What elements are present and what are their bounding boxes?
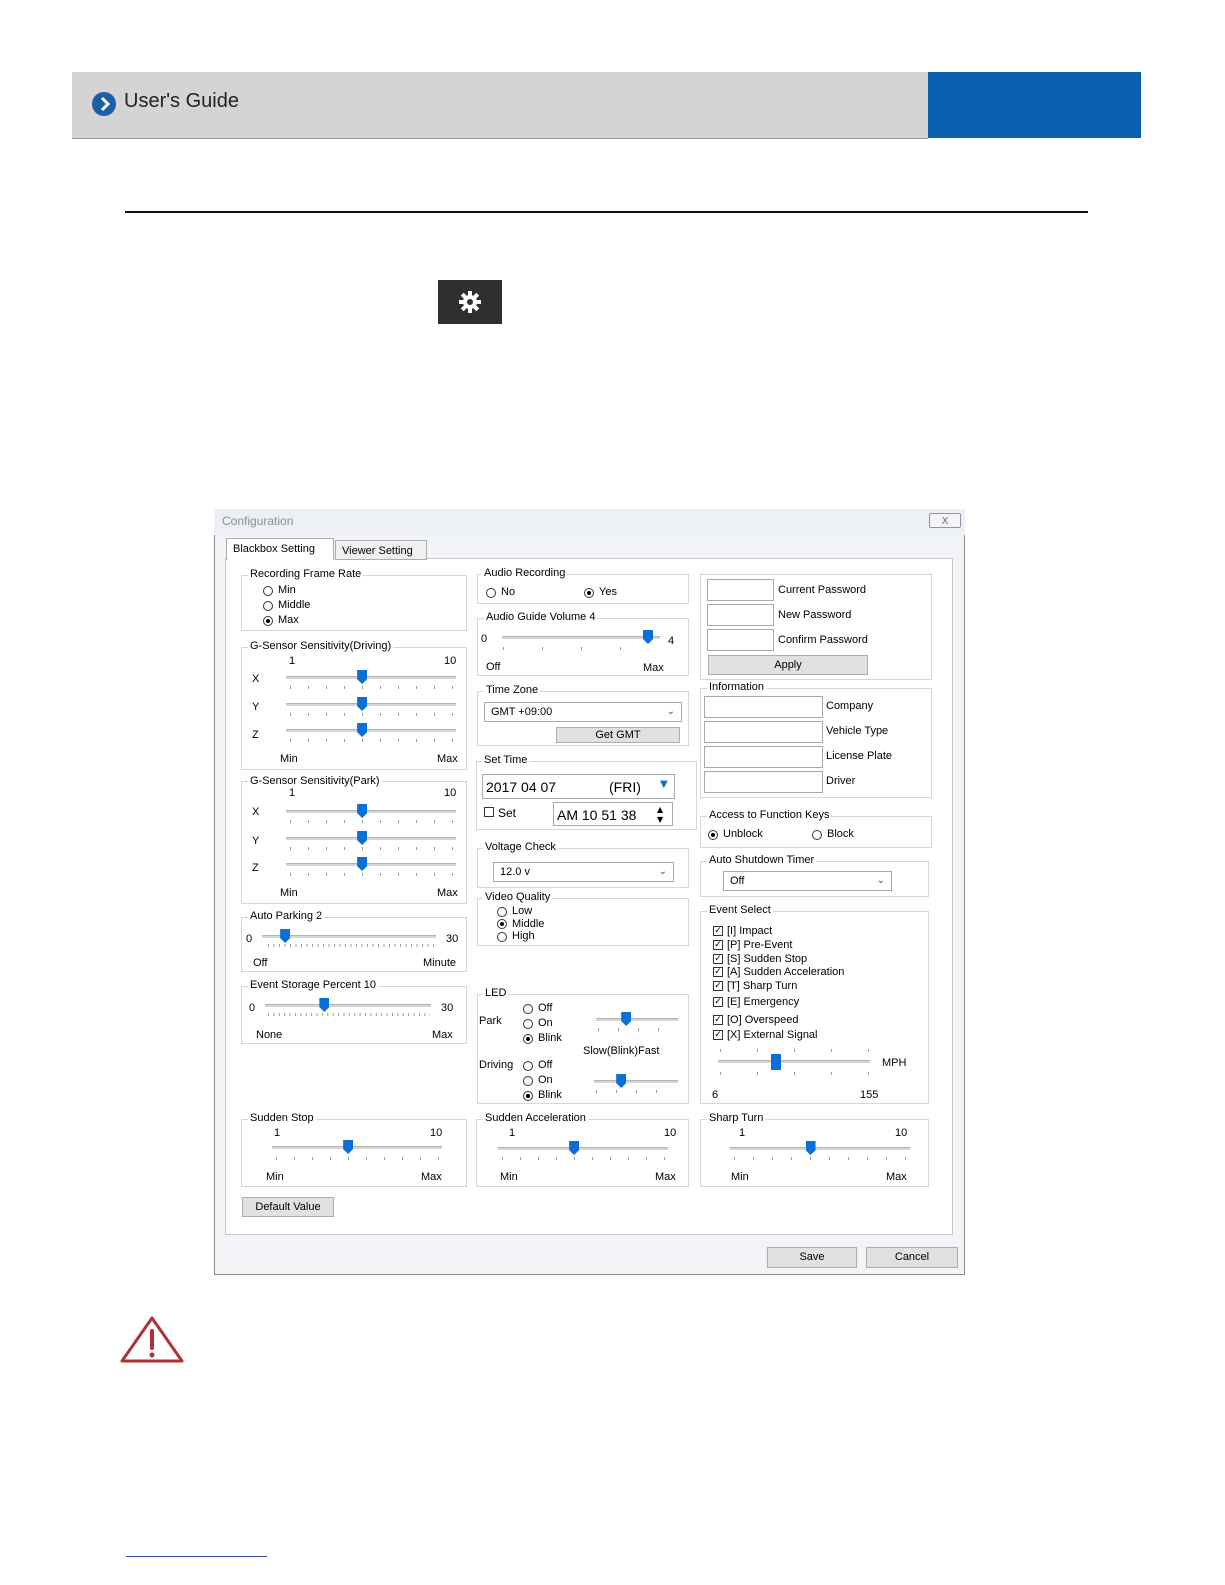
gsensor-driving-z-slider[interactable] bbox=[286, 729, 456, 732]
frame-rate-middle-radio[interactable] bbox=[263, 601, 273, 611]
event-select-title: Event Select bbox=[709, 904, 771, 916]
led-park-blink-radio[interactable] bbox=[523, 1034, 533, 1044]
event-external-signal-label: [X] External Signal bbox=[727, 1029, 818, 1041]
led-driving-speed-ticks bbox=[596, 1090, 676, 1093]
led-speed-label: Slow(Blink)Fast bbox=[583, 1045, 660, 1057]
led-park-on-label: On bbox=[538, 1017, 553, 1029]
audio-guide-max: 4 bbox=[668, 635, 675, 647]
led-driving-blink-label: Blink bbox=[538, 1089, 562, 1101]
audio-recording-yes-label: Yes bbox=[599, 586, 617, 598]
sharp-turn-ticks bbox=[734, 1157, 909, 1160]
chevron-down-icon: ⌄ bbox=[666, 706, 675, 717]
overspeed-ticks-bottom bbox=[720, 1072, 870, 1075]
sudden-accel-ticks bbox=[502, 1157, 667, 1160]
voltage-select[interactable] bbox=[493, 862, 674, 882]
tab-blackbox-setting[interactable]: Blackbox Setting bbox=[226, 538, 334, 560]
event-storage-ticks bbox=[268, 1013, 430, 1016]
event-sudden-stop-checkbox[interactable]: ✓ bbox=[714, 954, 722, 964]
chevron-right-icon bbox=[92, 92, 116, 116]
led-driving-off-radio[interactable] bbox=[523, 1061, 533, 1071]
block-label: Block bbox=[827, 828, 854, 840]
event-storage-max: 30 bbox=[441, 1002, 454, 1014]
auto-parking-title: Auto Parking 2 bbox=[250, 910, 323, 922]
day-value: (FRI) bbox=[609, 779, 641, 795]
gsensor-park-max-num: 10 bbox=[444, 787, 457, 799]
voltage-value: 12.0 v bbox=[500, 866, 530, 878]
driver-label: Driver bbox=[826, 775, 856, 787]
gsensor-driving-x-slider[interactable] bbox=[286, 676, 456, 679]
event-pre-event-checkbox[interactable]: ✓ bbox=[714, 940, 722, 950]
gsensor-driving-y-label: Y bbox=[252, 701, 260, 713]
default-value-button[interactable]: Default Value bbox=[242, 1197, 334, 1217]
frame-rate-min-label: Min bbox=[278, 584, 296, 596]
warning-icon bbox=[119, 1315, 185, 1369]
sharp-turn-title: Sharp Turn bbox=[709, 1112, 764, 1124]
video-quality-group bbox=[477, 898, 689, 946]
led-driving-blink-radio[interactable] bbox=[523, 1091, 533, 1101]
sudden-accel-min-num: 1 bbox=[509, 1127, 516, 1139]
license-plate-label: License Plate bbox=[826, 750, 893, 762]
footer-link-underline bbox=[126, 1556, 267, 1557]
guide-title: User's Guide bbox=[124, 90, 239, 112]
chevron-down-icon: ⌄ bbox=[876, 875, 885, 886]
event-impact-label: [I] Impact bbox=[727, 925, 773, 937]
led-driving-off-label: Off bbox=[538, 1059, 553, 1071]
gsensor-driving-min-label: Min bbox=[280, 753, 298, 765]
video-quality-middle-label: Middle bbox=[512, 918, 545, 930]
overspeed-unit-label: MPH bbox=[882, 1057, 907, 1069]
led-driving-label: Driving bbox=[479, 1059, 514, 1071]
audio-guide-ticks bbox=[503, 647, 659, 650]
event-sharp-turn-checkbox[interactable]: ✓ bbox=[714, 981, 722, 991]
gsensor-park-max-label: Max bbox=[437, 887, 458, 899]
confirm-password-label: Confirm Password bbox=[778, 634, 868, 646]
cancel-button[interactable]: Cancel bbox=[866, 1247, 958, 1268]
gear-icon bbox=[438, 280, 502, 324]
event-emergency-label: [E] Emergency bbox=[727, 996, 800, 1008]
sudden-stop-min-label: Min bbox=[266, 1171, 284, 1183]
gsensor-driving-max-label: Max bbox=[437, 753, 458, 765]
sudden-accel-slider[interactable] bbox=[498, 1147, 668, 1150]
chevron-down-icon: ⌄ bbox=[658, 866, 667, 877]
section-divider bbox=[125, 211, 1088, 213]
gsensor-park-x-slider[interactable] bbox=[286, 810, 456, 813]
video-quality-middle-radio[interactable] bbox=[497, 919, 507, 929]
current-password-label: Current Password bbox=[778, 584, 867, 596]
gsensor-driving-title: G-Sensor Sensitivity(Driving) bbox=[250, 640, 392, 652]
block-radio[interactable] bbox=[812, 830, 822, 840]
auto-parking-minute-label: Minute bbox=[423, 957, 457, 969]
gsensor-park-title: G-Sensor Sensitivity(Park) bbox=[250, 775, 380, 787]
sudden-accel-max-label: Max bbox=[655, 1171, 676, 1183]
event-sudden-accel-label: [A] Sudden Acceleration bbox=[727, 966, 845, 978]
vehicle-type-label: Vehicle Type bbox=[826, 725, 889, 737]
led-park-off-label: Off bbox=[538, 1002, 553, 1014]
sudden-stop-ticks bbox=[276, 1157, 441, 1160]
event-storage-slider[interactable] bbox=[265, 1004, 431, 1007]
sudden-stop-min-num: 1 bbox=[274, 1127, 281, 1139]
led-park-on-radio[interactable] bbox=[523, 1019, 533, 1029]
calendar-dropdown-icon[interactable]: ▼ bbox=[660, 779, 668, 790]
date-value: 2017 04 07 bbox=[486, 779, 557, 795]
sudden-accel-title: Sudden Acceleration bbox=[485, 1112, 586, 1124]
led-park-off-radio[interactable] bbox=[523, 1004, 533, 1014]
audio-recording-no-label: No bbox=[501, 586, 516, 598]
led-driving-speed-slider[interactable] bbox=[594, 1080, 678, 1083]
sudden-stop-slider[interactable] bbox=[272, 1146, 442, 1149]
auto-shutdown-value: Off bbox=[730, 875, 745, 887]
audio-recording-yes-radio[interactable] bbox=[584, 588, 594, 598]
frame-rate-min-radio[interactable] bbox=[263, 586, 273, 596]
apply-button[interactable]: Apply bbox=[708, 655, 868, 675]
sudden-accel-max-num: 10 bbox=[664, 1127, 677, 1139]
auto-parking-min: 0 bbox=[246, 933, 253, 945]
set-time-checkbox[interactable] bbox=[484, 807, 494, 817]
frame-rate-max-label: Max bbox=[278, 614, 299, 626]
event-storage-max-label: Max bbox=[432, 1029, 453, 1041]
led-title: LED bbox=[485, 987, 507, 999]
company-input[interactable] bbox=[704, 696, 823, 718]
sharp-turn-max-num: 10 bbox=[895, 1127, 908, 1139]
set-time-label: Set bbox=[498, 806, 517, 820]
time-spinner[interactable] bbox=[553, 802, 673, 826]
sudden-stop-title: Sudden Stop bbox=[250, 1112, 314, 1124]
window-title: Configuration bbox=[222, 514, 294, 528]
audio-guide-title: Audio Guide Volume 4 bbox=[486, 611, 596, 623]
sharp-turn-min-label: Min bbox=[731, 1171, 749, 1183]
overspeed-thumb[interactable] bbox=[771, 1054, 781, 1070]
gsensor-park-y-slider[interactable] bbox=[286, 837, 456, 840]
sudden-accel-min-label: Min bbox=[500, 1171, 518, 1183]
tab-viewer-setting[interactable]: Viewer Setting bbox=[335, 540, 427, 560]
guide-header-accent bbox=[928, 72, 1141, 138]
confirm-password-input[interactable] bbox=[707, 629, 774, 651]
gsensor-park-x-label: X bbox=[252, 806, 260, 818]
event-storage-none-label: None bbox=[256, 1029, 283, 1041]
license-plate-input[interactable] bbox=[704, 746, 823, 768]
led-park-speed-ticks bbox=[598, 1028, 678, 1031]
set-time-title: Set Time bbox=[484, 754, 528, 766]
event-sharp-turn-label: [T] Sharp Turn bbox=[727, 980, 798, 992]
event-storage-min: 0 bbox=[249, 1002, 256, 1014]
date-picker[interactable] bbox=[482, 774, 675, 799]
gsensor-driving-min-num: 1 bbox=[289, 655, 296, 667]
video-quality-high-label: High bbox=[512, 930, 535, 942]
video-quality-high-radio[interactable] bbox=[497, 932, 507, 942]
video-quality-low-radio[interactable] bbox=[497, 907, 507, 917]
auto-parking-ticks bbox=[268, 944, 434, 947]
auto-parking-max: 30 bbox=[446, 933, 459, 945]
gsensor-park-z-label: Z bbox=[252, 862, 259, 874]
audio-recording-no-radio[interactable] bbox=[486, 588, 496, 598]
gsensor-park-y-label: Y bbox=[252, 835, 260, 847]
frame-rate-group bbox=[241, 575, 467, 631]
information-title: Information bbox=[709, 681, 765, 693]
voltage-check-title: Voltage Check bbox=[485, 841, 556, 853]
led-park-blink-label: Blink bbox=[538, 1032, 562, 1044]
led-driving-on-label: On bbox=[538, 1074, 553, 1086]
new-password-input[interactable] bbox=[707, 604, 774, 626]
gsensor-driving-group bbox=[241, 647, 467, 770]
gsensor-driving-z-ticks bbox=[290, 739, 455, 742]
led-park-label: Park bbox=[479, 1015, 502, 1027]
led-park-speed-slider[interactable] bbox=[596, 1018, 678, 1021]
unblock-label: Unblock bbox=[723, 828, 763, 840]
save-button[interactable]: Save bbox=[767, 1247, 857, 1268]
overspeed-ticks-top bbox=[720, 1049, 870, 1052]
event-overspeed-checkbox[interactable]: ✓ bbox=[714, 1015, 722, 1025]
sharp-turn-max-label: Max bbox=[886, 1171, 907, 1183]
gsensor-driving-max-num: 10 bbox=[444, 655, 457, 667]
audio-guide-min: 0 bbox=[481, 633, 488, 645]
event-emergency-checkbox[interactable]: ✓ bbox=[714, 997, 722, 1007]
audio-guide-off-label: Off bbox=[486, 661, 501, 673]
spin-down-icon[interactable]: ▼ bbox=[657, 815, 664, 824]
gsensor-driving-y-ticks bbox=[290, 713, 455, 716]
get-gmt-button[interactable]: Get GMT bbox=[556, 727, 680, 743]
auto-shutdown-select[interactable] bbox=[723, 871, 892, 891]
audio-guide-max-label: Max bbox=[643, 662, 664, 674]
gsensor-park-group bbox=[241, 781, 467, 904]
event-sudden-stop-label: [S] Sudden Stop bbox=[727, 953, 808, 965]
function-keys-title: Access to Function Keys bbox=[709, 809, 830, 821]
company-label: Company bbox=[826, 700, 874, 712]
auto-shutdown-title: Auto Shutdown Timer bbox=[709, 854, 815, 866]
audio-recording-title: Audio Recording bbox=[484, 567, 566, 579]
close-button[interactable]: X bbox=[929, 513, 961, 528]
spin-up-icon[interactable]: ▲ bbox=[657, 805, 664, 814]
gsensor-park-min-label: Min bbox=[280, 887, 298, 899]
driver-input[interactable] bbox=[704, 771, 823, 793]
current-password-input[interactable] bbox=[707, 579, 774, 601]
gsensor-driving-x-ticks bbox=[290, 686, 455, 689]
video-quality-title: Video Quality bbox=[485, 891, 551, 903]
event-storage-title: Event Storage Percent 10 bbox=[250, 979, 376, 991]
event-sudden-accel-checkbox[interactable]: ✓ bbox=[714, 967, 722, 977]
gsensor-park-min-num: 1 bbox=[289, 787, 296, 799]
time-zone-select[interactable] bbox=[484, 702, 682, 722]
gsensor-park-z-slider[interactable] bbox=[286, 863, 456, 866]
event-external-signal-checkbox[interactable]: ✓ bbox=[714, 1030, 722, 1040]
audio-guide-slider[interactable] bbox=[502, 636, 660, 639]
event-impact-checkbox[interactable]: ✓ bbox=[714, 926, 722, 936]
sharp-turn-slider[interactable] bbox=[730, 1147, 910, 1150]
gsensor-park-x-ticks bbox=[290, 820, 455, 823]
auto-parking-off-label: Off bbox=[253, 957, 268, 969]
gsensor-park-y-ticks bbox=[290, 847, 455, 850]
time-zone-title: Time Zone bbox=[486, 684, 539, 696]
overspeed-max-label: 155 bbox=[860, 1089, 879, 1101]
frame-rate-max-radio[interactable] bbox=[263, 616, 273, 626]
gsensor-driving-y-slider[interactable] bbox=[286, 703, 456, 706]
led-driving-on-radio[interactable] bbox=[523, 1076, 533, 1086]
event-overspeed-label: [O] Overspeed bbox=[727, 1014, 799, 1026]
new-password-label: New Password bbox=[778, 609, 852, 621]
frame-rate-middle-label: Middle bbox=[278, 599, 311, 611]
window-titlebar bbox=[214, 509, 965, 535]
sharp-turn-min-num: 1 bbox=[739, 1127, 746, 1139]
time-value: AM 10 51 38 bbox=[557, 807, 637, 823]
time-zone-value: GMT +09:00 bbox=[491, 706, 553, 718]
unblock-radio[interactable] bbox=[708, 830, 718, 840]
vehicle-type-input[interactable] bbox=[704, 721, 823, 743]
gsensor-driving-x-label: X bbox=[252, 673, 260, 685]
sudden-stop-max-num: 10 bbox=[430, 1127, 443, 1139]
gsensor-park-z-ticks bbox=[290, 873, 455, 876]
sudden-stop-max-label: Max bbox=[421, 1171, 442, 1183]
overspeed-min-label: 6 bbox=[712, 1089, 719, 1101]
frame-rate-title: Recording Frame Rate bbox=[250, 568, 362, 580]
overspeed-slider[interactable] bbox=[718, 1060, 870, 1063]
video-quality-low-label: Low bbox=[512, 905, 533, 917]
event-pre-event-label: [P] Pre-Event bbox=[727, 939, 793, 951]
gsensor-driving-z-label: Z bbox=[252, 729, 259, 741]
